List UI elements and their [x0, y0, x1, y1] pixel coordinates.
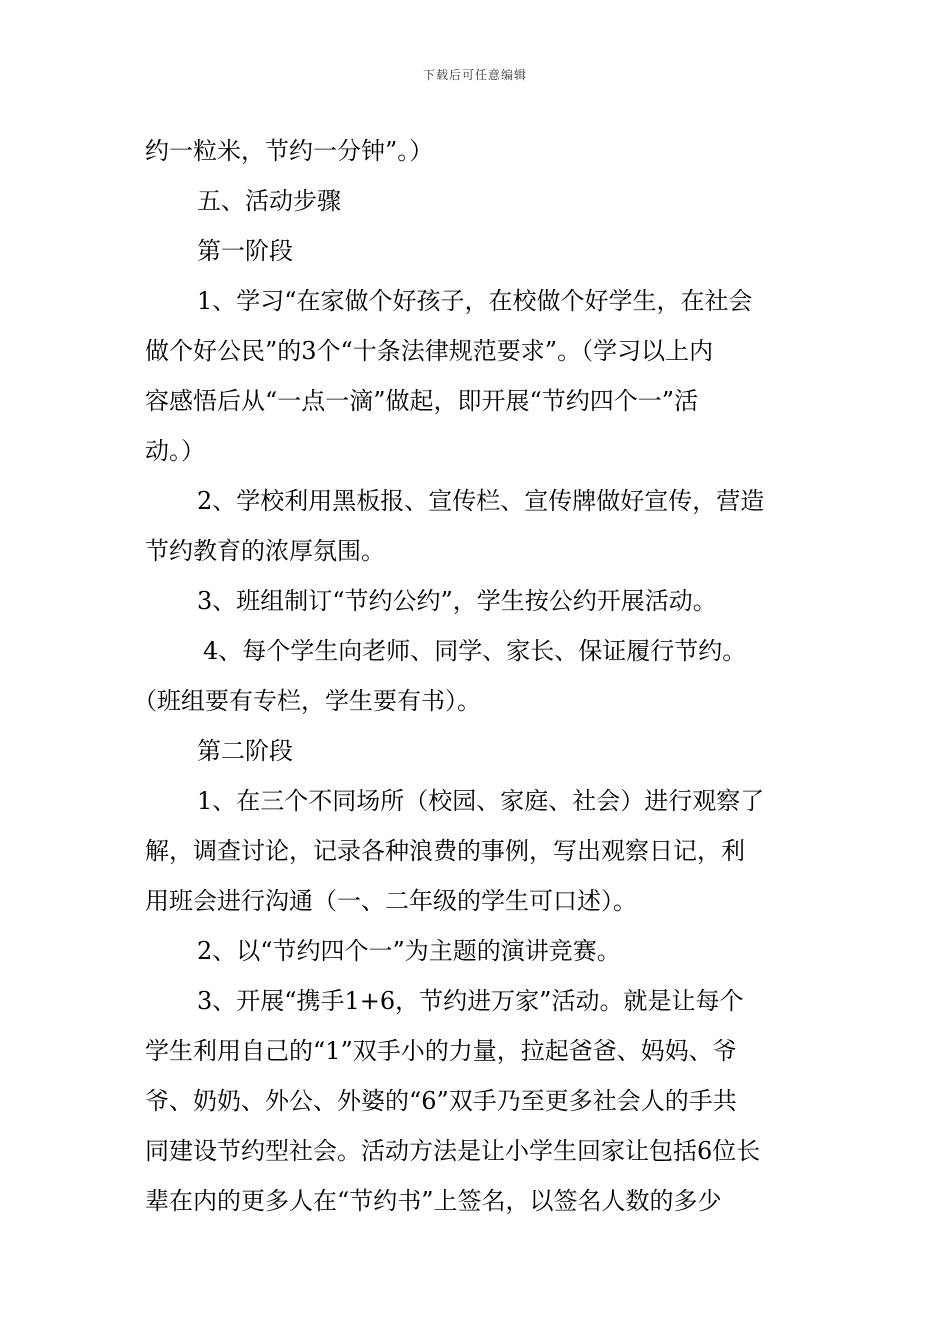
text-line: 3、班组制订“节约公约”，学生按公约开展活动。 [197, 587, 717, 615]
text-line: 2、以“节约四个一”为主题的演讲竞赛。 [197, 937, 621, 965]
stage-heading: 第二阶段 [197, 737, 293, 765]
text-line: 约一粒米，节约一分钟”。） [145, 137, 434, 165]
text-line: 用班会进行沟通（一、二年级的学生可口述）。 [145, 887, 637, 915]
text-line: 2、学校利用黑板报、宣传栏、宣传牌做好宣传，营造 [197, 487, 765, 515]
text-line: （班组要有专栏，学生要有书）。 [133, 687, 481, 715]
text-line: 1、学习“在家做个好孩子，在校做个好学生，在社会 [197, 287, 753, 315]
text-line: 3、开展“携手1+6，节约进万家”活动。就是让每个 [197, 987, 744, 1015]
text-line: 节约教育的浓厚氛围。 [145, 537, 385, 565]
text-line: 4、每个学生向老师、同学、家长、保证履行节约。 [203, 637, 747, 665]
stage-heading: 第一阶段 [197, 237, 293, 265]
text-line: 同建设节约型社会。活动方法是让小学生回家让包括6位长 [145, 1137, 761, 1165]
page-header: 下载后可任意编辑 [422, 68, 527, 82]
text-line: 做个好公民”的3个“十条法律规范要求”。（学习以上内 [145, 337, 714, 365]
text-line: 解，调查讨论，记录各种浪费的事例，写出观察日记，利 [145, 837, 745, 865]
text-line: 动。） [145, 437, 205, 465]
text-line: 1、在三个不同场所（校园、家庭、社会）进行观察了 [197, 787, 765, 815]
text-line: 容感悟后从“一点一滴”做起，即开展“节约四个一”活 [145, 387, 699, 415]
document-body [133, 126, 807, 1226]
text-line: 辈在内的更多人在“节约书”上签名，以签名人数的多少 [145, 1187, 722, 1215]
section-heading: 五、活动步骤 [197, 187, 341, 215]
text-line: 学生利用自己的“1”双手小的力量，拉起爸爸、妈妈、爷 [145, 1037, 737, 1065]
text-line: 爷、奶奶、外公、外婆的“6”双手乃至更多社会人的手共 [145, 1087, 737, 1115]
